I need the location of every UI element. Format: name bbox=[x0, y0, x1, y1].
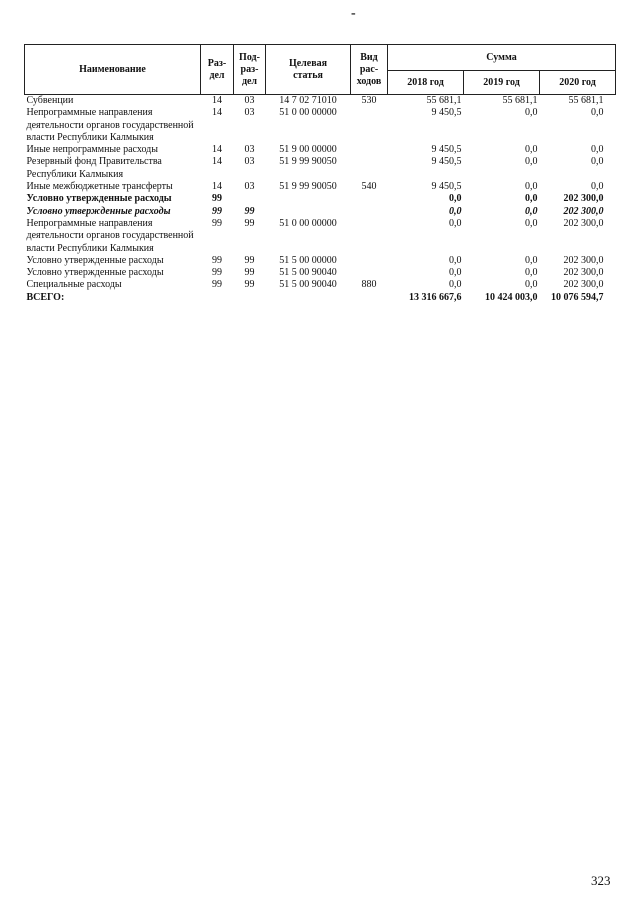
row-section: 99 bbox=[212, 217, 222, 229]
header-year-2018: 2018 год bbox=[388, 71, 464, 95]
row-sum-2019: 0,0 bbox=[525, 193, 538, 205]
row-sum-2019: 0,0 bbox=[525, 181, 538, 193]
row-sum-2020: 202 300,0 bbox=[563, 254, 604, 266]
row-subsection: 03 bbox=[244, 144, 255, 156]
row-target: 51 5 00 00000 bbox=[279, 254, 337, 266]
row-section: 99 bbox=[212, 267, 222, 279]
row-target: 51 9 00 00000 bbox=[279, 144, 337, 156]
table-header bbox=[25, 45, 616, 95]
row-sum-2018: 9 450,5 bbox=[431, 156, 462, 168]
row-sum-2020: 0,0 bbox=[591, 181, 604, 193]
row-sum-2019: 0,0 bbox=[525, 254, 538, 266]
row-sum-2019: 0,0 bbox=[525, 279, 538, 291]
row-expense-type bbox=[351, 193, 388, 205]
row-sum-2019: 0,0 bbox=[525, 156, 538, 168]
page-number: 323 bbox=[591, 873, 611, 888]
row-expense-type: 880 bbox=[361, 279, 377, 291]
row-sum-2018: 0,0 bbox=[449, 279, 462, 291]
row-expense-type bbox=[351, 255, 388, 267]
row-section: 99 bbox=[212, 205, 222, 217]
total-sum-2019: 10 424 003,0 bbox=[485, 291, 538, 303]
row-section: 99 bbox=[212, 193, 222, 205]
row-sum-2018: 0,0 bbox=[449, 193, 462, 205]
row-name: Условно утвержденные расходы bbox=[26, 254, 164, 266]
row-sum-2020: 202 300,0 bbox=[563, 205, 604, 217]
row-name: Иные непрограммные расходы bbox=[26, 144, 158, 156]
row-sum-2019: 0,0 bbox=[525, 205, 538, 217]
total-target bbox=[266, 292, 351, 304]
row-sum-2019: 0,0 bbox=[525, 107, 538, 119]
row-sum-2018: 9 450,5 bbox=[431, 144, 462, 156]
row-subsection: 03 bbox=[244, 156, 255, 168]
row-expense-type bbox=[351, 218, 388, 255]
row-expense-type: 540 bbox=[361, 181, 377, 193]
table-row bbox=[25, 156, 616, 181]
table-row bbox=[25, 181, 616, 193]
table-row bbox=[25, 279, 616, 291]
header-subsection: Под- раз- дел bbox=[234, 45, 266, 95]
row-subsection: 99 bbox=[244, 279, 255, 291]
row-sum-2020: 0,0 bbox=[591, 107, 604, 119]
row-section: 14 bbox=[212, 144, 222, 156]
row-subsection: 99 bbox=[244, 267, 255, 279]
header-target: Целевая статья bbox=[266, 45, 351, 95]
top-mark: - bbox=[351, 6, 356, 21]
row-subsection: 99 bbox=[244, 254, 255, 266]
row-sum-2020: 55 681,1 bbox=[568, 95, 604, 106]
row-expense-type: 530 bbox=[361, 95, 377, 106]
row-sum-2019: 0,0 bbox=[525, 144, 538, 156]
row-sum-2020: 202 300,0 bbox=[563, 217, 604, 229]
row-name: Условно утвержденные расходы bbox=[26, 205, 171, 217]
row-section: 14 bbox=[212, 181, 222, 193]
row-sum-2020: 202 300,0 bbox=[563, 193, 604, 205]
row-sum-2018: 0,0 bbox=[449, 254, 462, 266]
row-target bbox=[266, 206, 351, 218]
row-subsection bbox=[234, 193, 266, 205]
row-section: 14 bbox=[212, 107, 222, 119]
row-target: 51 9 99 90050 bbox=[279, 156, 337, 168]
row-sum-2020: 0,0 bbox=[591, 156, 604, 168]
row-sum-2020: 202 300,0 bbox=[563, 279, 604, 291]
table-row bbox=[25, 267, 616, 279]
total-section bbox=[201, 292, 234, 304]
table-row bbox=[25, 144, 616, 156]
row-sum-2019: 55 681,1 bbox=[502, 95, 538, 106]
row-subsection: 03 bbox=[244, 107, 255, 119]
row-sum-2018: 9 450,5 bbox=[431, 181, 462, 193]
row-subsection: 99 bbox=[244, 205, 255, 217]
total-subsection bbox=[234, 292, 266, 304]
row-sum-2019: 0,0 bbox=[525, 217, 538, 229]
row-sum-2020: 202 300,0 bbox=[563, 267, 604, 279]
row-subsection: 99 bbox=[244, 217, 255, 229]
table-row bbox=[25, 107, 616, 144]
row-expense-type bbox=[351, 206, 388, 218]
row-sum-2018: 0,0 bbox=[449, 267, 462, 279]
header-expense-type: Вид рас- ходов bbox=[351, 45, 388, 95]
row-section: 99 bbox=[212, 279, 222, 291]
row-target: 51 9 99 90050 bbox=[279, 181, 337, 193]
row-name: Непрограммные направления деятельности органов государственной власти Республики Калмыкия bbox=[26, 107, 194, 143]
table-row bbox=[25, 255, 616, 267]
row-name: Иные межбюджетные трансферты bbox=[26, 181, 173, 193]
row-target: 51 5 00 90040 bbox=[279, 279, 337, 291]
row-target: 51 0 00 00000 bbox=[279, 107, 337, 119]
row-name: Условно утвержденные расходы bbox=[26, 267, 164, 279]
row-expense-type bbox=[351, 144, 388, 156]
row-target: 51 0 00 00000 bbox=[279, 217, 337, 229]
row-subsection: 03 bbox=[244, 95, 255, 106]
row-subsection: 03 bbox=[244, 181, 255, 193]
total-row bbox=[25, 292, 616, 304]
row-sum-2018: 9 450,5 bbox=[431, 107, 462, 119]
total-sum-2020: 10 076 594,7 bbox=[551, 291, 604, 303]
header-section: Раз- дел bbox=[201, 45, 234, 95]
table-row bbox=[25, 206, 616, 218]
budget-table bbox=[24, 44, 616, 304]
row-name: Специальные расходы bbox=[26, 279, 122, 291]
header-year-2019: 2019 год bbox=[464, 71, 540, 95]
total-label: ВСЕГО: bbox=[26, 291, 65, 303]
row-sum-2019: 0,0 bbox=[525, 267, 538, 279]
total-sum-2018: 13 316 667,6 bbox=[409, 291, 462, 303]
table-body bbox=[25, 95, 616, 305]
table-row bbox=[25, 95, 616, 108]
row-target: 14 7 02 71010 bbox=[279, 95, 337, 106]
header-sum: Сумма bbox=[388, 45, 616, 71]
row-section: 99 bbox=[212, 254, 222, 266]
header-year-2020: 2020 год bbox=[540, 71, 616, 95]
header-name: Наименование bbox=[25, 45, 201, 95]
row-target bbox=[266, 193, 351, 205]
row-section: 14 bbox=[212, 156, 222, 168]
table-row bbox=[25, 218, 616, 255]
row-name: Условно утвержденные расходы bbox=[26, 193, 172, 205]
row-name: Резервный фонд Правительства Республики Калмыкия bbox=[26, 156, 162, 180]
total-expense-type bbox=[351, 292, 388, 304]
row-name: Непрограммные направления деятельности органов государственной власти Республики Калмыкия bbox=[26, 217, 194, 254]
row-sum-2018: 0,0 bbox=[449, 205, 462, 217]
row-sum-2018: 0,0 bbox=[449, 217, 462, 229]
row-expense-type bbox=[351, 156, 388, 181]
row-sum-2020: 0,0 bbox=[591, 144, 604, 156]
row-sum-2018: 55 681,1 bbox=[426, 95, 462, 106]
row-expense-type bbox=[351, 267, 388, 279]
row-section: 14 bbox=[212, 95, 222, 106]
row-name: Субвенции bbox=[26, 95, 74, 106]
table-row bbox=[25, 193, 616, 205]
row-target: 51 5 00 90040 bbox=[279, 267, 337, 279]
row-expense-type bbox=[351, 107, 388, 144]
